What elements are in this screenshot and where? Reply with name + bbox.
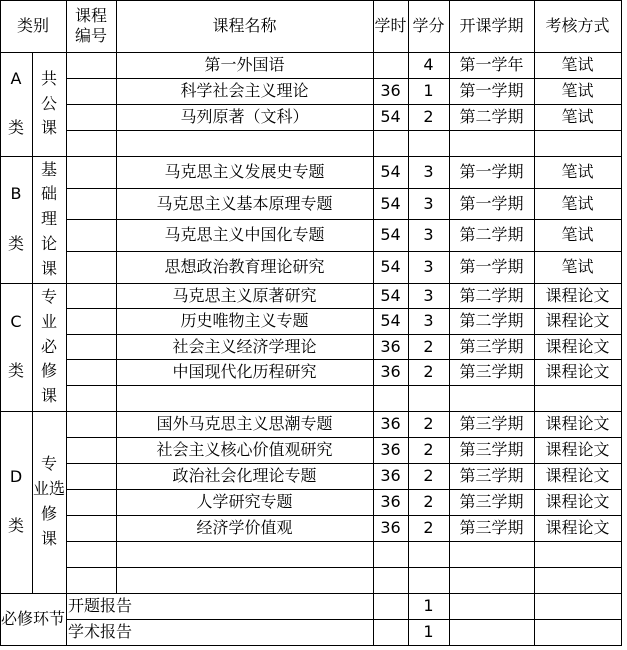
assessment-cell: 笔试 <box>561 225 594 244</box>
semester-cell: 第一学期 <box>459 81 524 100</box>
hours-cell: 36 <box>380 518 401 537</box>
credits-cell: 3 <box>423 285 434 305</box>
required-item-name: 学术报告 <box>68 622 133 641</box>
course-name-cell: 历史唯物主义专题 <box>180 311 309 330</box>
header-hours: 学时 <box>374 16 407 35</box>
assessment-cell: 课程论文 <box>545 466 610 485</box>
semester-cell: 第一学期 <box>459 257 524 276</box>
course-name-cell: 马克思主义原著研究 <box>172 285 317 305</box>
required-item-name: 开题报告 <box>68 596 133 615</box>
hours-cell: 54 <box>380 225 401 244</box>
header-category: 类别 <box>16 16 49 35</box>
header-course-name: 课程名称 <box>212 16 277 35</box>
semester-cell: 第三学期 <box>459 414 524 433</box>
group-letter: D 类 <box>7 466 24 536</box>
hours-cell: 54 <box>380 257 401 276</box>
hours-cell: 36 <box>380 362 401 381</box>
assessment-cell: 笔试 <box>561 257 594 276</box>
semester-cell: 第一学期 <box>459 162 524 181</box>
semester-cell <box>449 385 534 411</box>
credits-cell <box>408 567 449 593</box>
course-name-cell: 马克思主义中国化专题 <box>164 225 325 244</box>
semester-cell: 第一学期 <box>459 193 524 213</box>
semester-cell <box>449 541 534 567</box>
assessment-cell: 笔试 <box>561 193 594 213</box>
required-item-credits: 1 <box>423 622 434 641</box>
assessment-cell: 课程论文 <box>545 285 610 305</box>
course-name-cell: 第一外国语 <box>204 55 285 74</box>
semester-cell: 第二学期 <box>459 225 524 244</box>
header-semester: 开课学期 <box>459 16 524 35</box>
hours-cell <box>373 567 408 593</box>
assessment-cell <box>534 130 621 156</box>
semester-cell: 第三学期 <box>459 492 524 511</box>
credits-cell: 2 <box>423 466 434 485</box>
semester-cell <box>449 130 534 156</box>
course-name-cell: 科学社会主义理论 <box>180 81 309 100</box>
assessment-cell: 笔试 <box>561 55 594 74</box>
credits-cell: 2 <box>423 492 434 511</box>
credits-cell <box>408 130 449 156</box>
credits-cell: 3 <box>423 193 434 213</box>
group-letter: B 类 <box>7 184 24 253</box>
hours-cell: 54 <box>380 107 401 126</box>
assessment-cell: 课程论文 <box>545 311 610 330</box>
hours-cell: 36 <box>380 466 401 485</box>
credits-cell: 2 <box>423 414 434 433</box>
header-credits: 学分 <box>412 16 445 35</box>
hours-cell: 36 <box>380 440 401 459</box>
semester-cell: 第三学期 <box>459 336 524 356</box>
assessment-cell: 课程论文 <box>545 336 610 356</box>
credits-cell: 1 <box>423 81 434 100</box>
semester-cell: 第三学期 <box>459 440 524 459</box>
credits-cell: 2 <box>423 440 434 459</box>
hours-cell: 36 <box>380 336 401 356</box>
credits-cell: 3 <box>423 162 434 181</box>
hours-cell <box>373 130 408 156</box>
header-assessment: 考核方式 <box>545 16 610 35</box>
course-name-cell: 国外马克思主义思潮专题 <box>156 414 333 433</box>
credits-cell: 4 <box>423 55 434 74</box>
hours-cell <box>373 541 408 567</box>
course-name-cell <box>116 385 373 411</box>
hours-cell: 36 <box>380 81 401 100</box>
assessment-cell: 课程论文 <box>545 362 610 381</box>
header-course-code: 课程 编号 <box>74 6 107 45</box>
course-name-cell: 社会主义经济学理论 <box>172 336 317 356</box>
credits-cell: 3 <box>423 257 434 276</box>
group-label: 共 公 课 <box>40 68 57 138</box>
hours-cell: 36 <box>380 492 401 511</box>
assessment-cell <box>534 541 621 567</box>
semester-cell <box>449 567 534 593</box>
semester-cell: 第三学期 <box>459 362 524 381</box>
semester-cell: 第三学期 <box>459 466 524 485</box>
assessment-cell: 笔试 <box>561 162 594 181</box>
required-section-label: 必修环节 <box>0 609 65 628</box>
course-name-cell: 马克思主义发展史专题 <box>164 162 325 181</box>
group-label: 专 业 必 修 课 <box>40 287 57 406</box>
semester-cell: 第一学年 <box>459 55 524 74</box>
group-letter: A 类 <box>7 68 24 138</box>
course-name-cell: 社会主义核心价值观研究 <box>156 440 333 459</box>
assessment-cell: 课程论文 <box>545 440 610 459</box>
assessment-cell: 笔试 <box>561 81 594 100</box>
course-name-cell <box>116 567 373 593</box>
course-name-cell: 马克思主义基本原理专题 <box>156 193 333 213</box>
hours-cell: 36 <box>380 414 401 433</box>
course-name-cell <box>116 541 373 567</box>
credits-cell <box>408 385 449 411</box>
credits-cell: 3 <box>423 311 434 330</box>
course-name-cell: 马列原著（文科） <box>180 107 309 126</box>
credits-cell: 3 <box>423 225 434 244</box>
course-name-cell: 思想政治教育理论研究 <box>164 257 325 276</box>
hours-cell: 54 <box>380 311 401 330</box>
credits-cell <box>408 541 449 567</box>
semester-cell: 第三学期 <box>459 518 524 537</box>
semester-cell: 第二学期 <box>459 107 524 126</box>
assessment-cell <box>534 385 621 411</box>
semester-cell: 第二学期 <box>459 311 524 330</box>
assessment-cell: 课程论文 <box>545 414 610 433</box>
course-name-cell: 人学研究专题 <box>196 492 293 511</box>
assessment-cell <box>534 567 621 593</box>
course-name-cell: 经济学价值观 <box>196 518 293 537</box>
course-name-cell: 中国现代化历程研究 <box>172 362 317 381</box>
assessment-cell: 课程论文 <box>545 492 610 511</box>
credits-cell: 2 <box>423 107 434 126</box>
assessment-cell: 课程论文 <box>545 518 610 537</box>
group-label: 基 础 理 论 课 <box>40 159 57 278</box>
assessment-cell: 笔试 <box>561 107 594 126</box>
group-letter: C 类 <box>7 311 24 381</box>
required-item-credits: 1 <box>423 596 434 615</box>
semester-cell: 第二学期 <box>459 285 524 305</box>
hours-cell: 54 <box>380 162 401 181</box>
credits-cell: 2 <box>423 336 434 356</box>
credits-cell: 2 <box>423 362 434 381</box>
hours-cell: 54 <box>380 193 401 213</box>
hours-cell <box>373 52 408 78</box>
course-name-cell <box>116 130 373 156</box>
group-label: 专 业选 修 课 <box>32 454 65 548</box>
hours-cell: 54 <box>380 285 401 305</box>
hours-cell <box>373 385 408 411</box>
course-name-cell: 政治社会化理论专题 <box>172 466 317 485</box>
credits-cell: 2 <box>423 518 434 537</box>
